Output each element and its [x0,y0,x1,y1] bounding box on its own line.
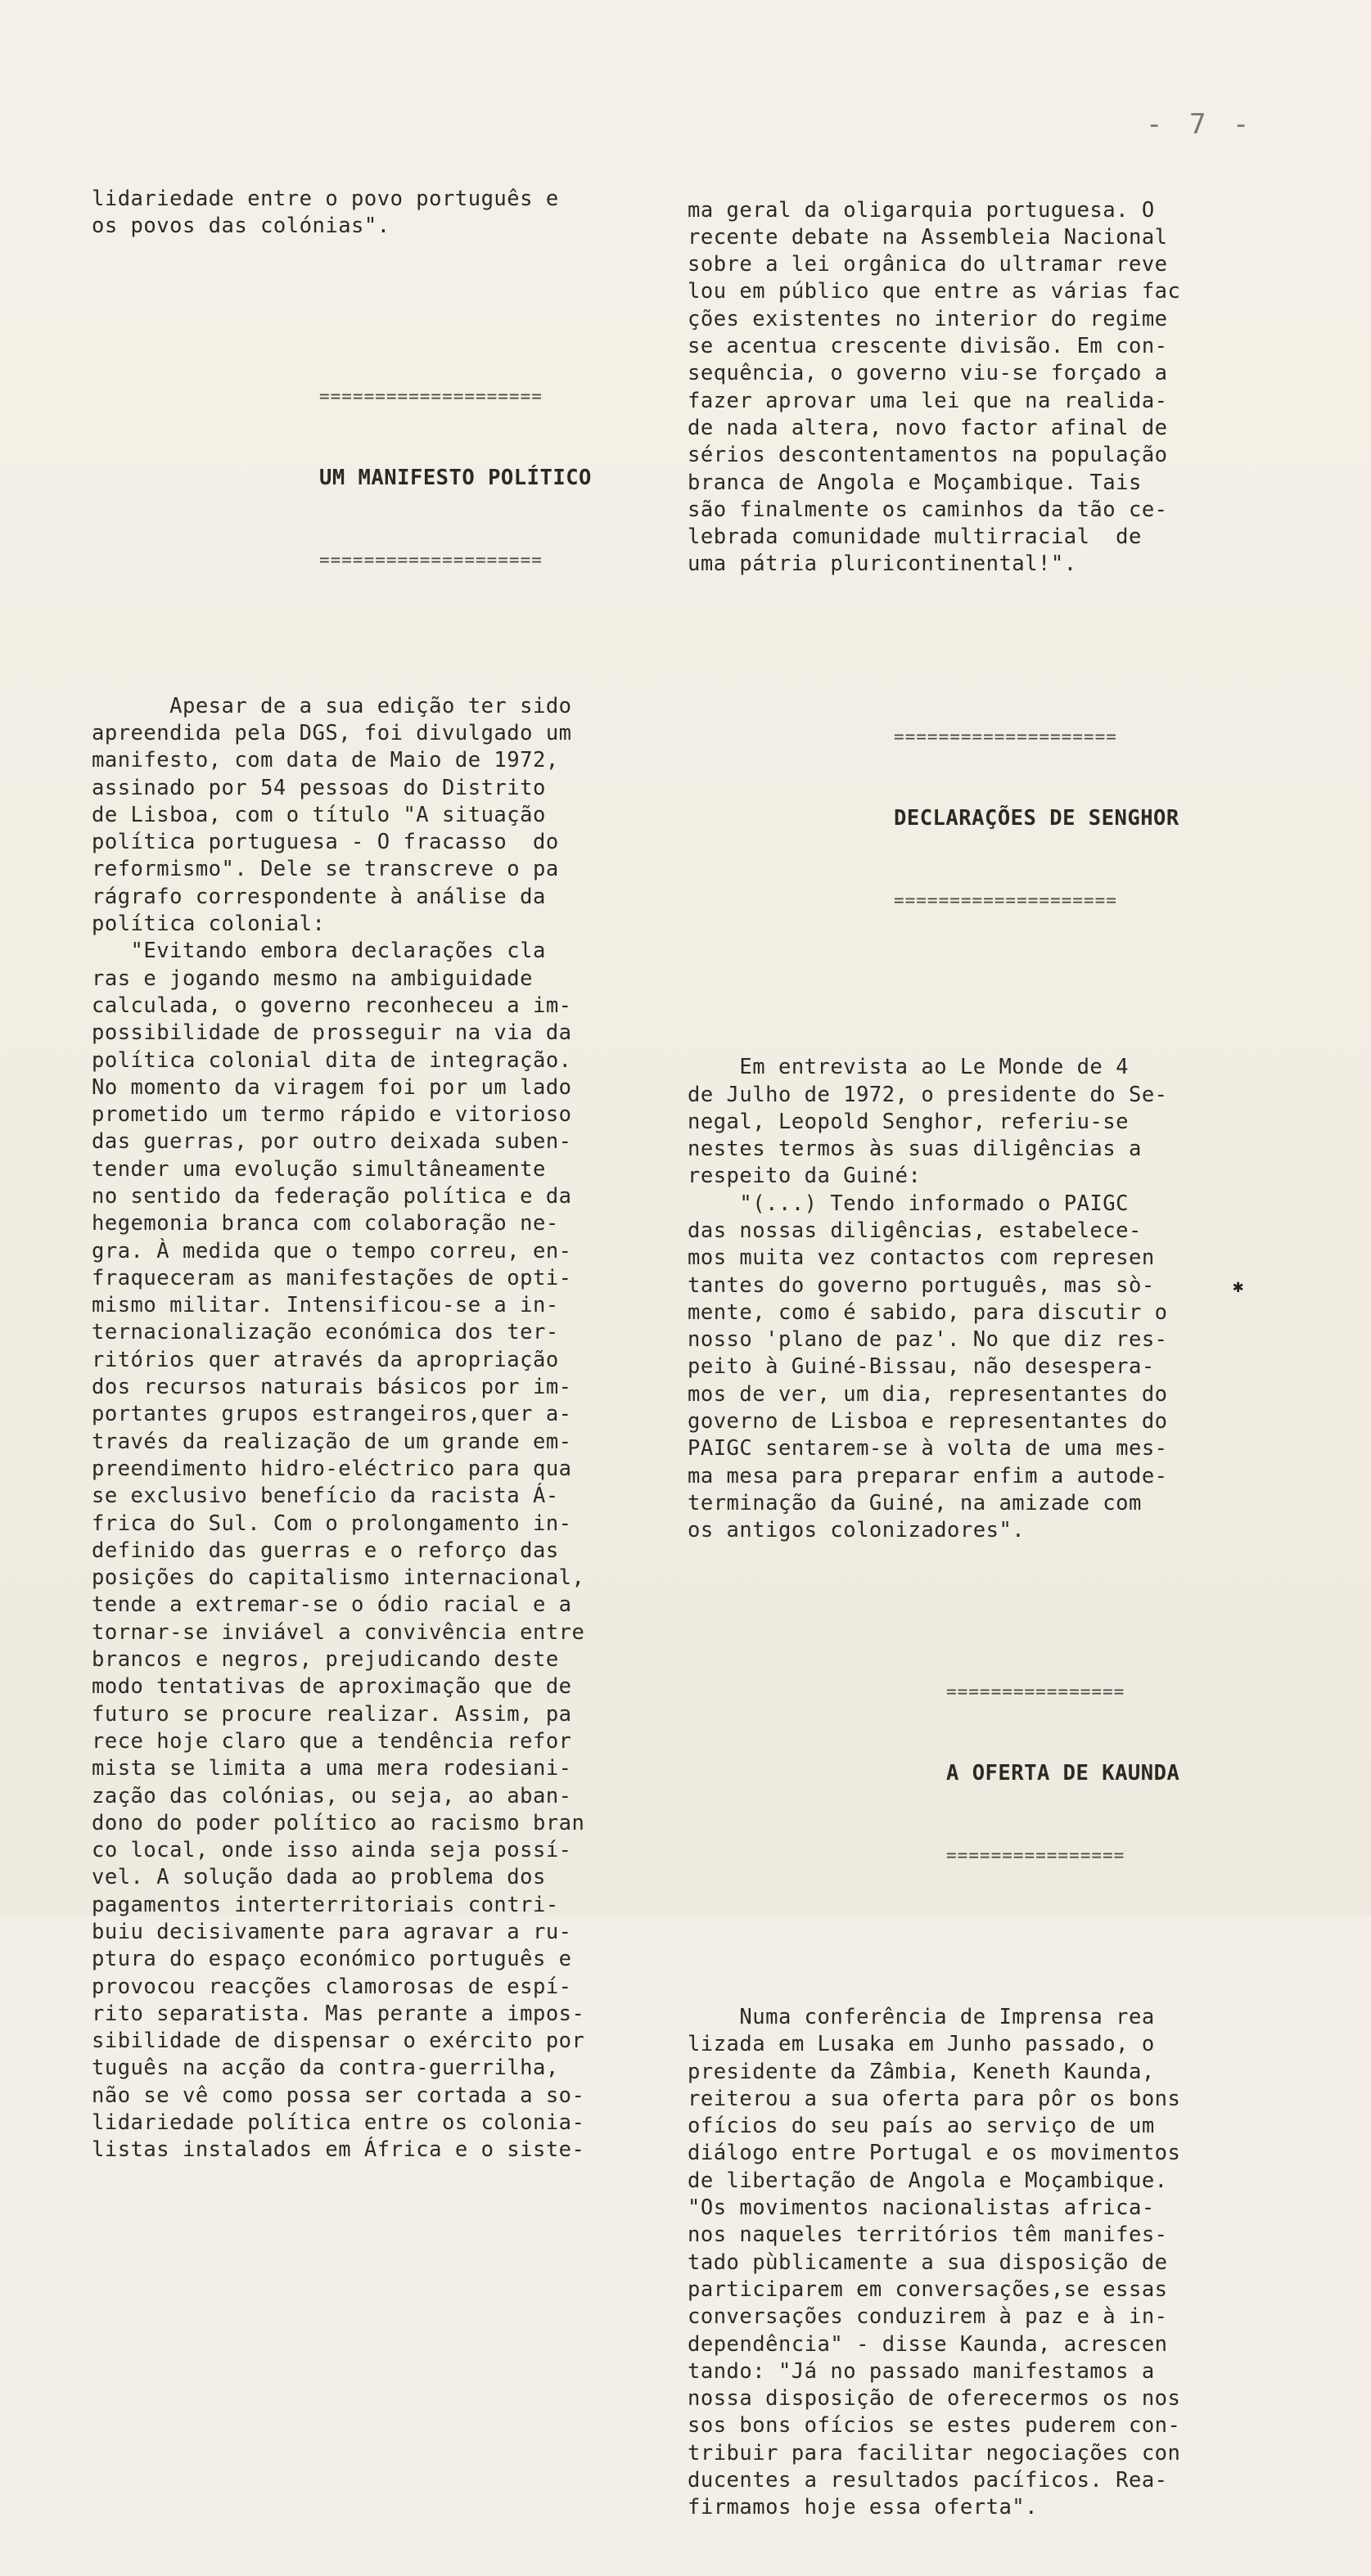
text-line: gra. À medida que o tempo correu, en- [92,1238,572,1263]
text-line: mente, como é sabido, para discutir o [688,1299,1168,1325]
text-line: buiu decisivamente para agravar a ru- [92,1920,572,1944]
text-line: os antigos colonizadores". [688,1518,1026,1543]
text-line: tender uma evolução simultâneamente [92,1156,546,1182]
text-line: dono do poder político ao racismo bran [92,1810,585,1835]
text-line: "Evitando embora declarações cla [92,939,546,964]
text-line: través da realização de um grande em- [92,1429,572,1454]
section2-rule-bottom: ==================== [894,889,1117,910]
text-line: reformismo". Dele se transcreve o pa [92,857,559,882]
text-line: prometido um termo rápido e vitorioso [92,1102,572,1128]
section3-rule-bottom: ================ [946,1844,1125,1865]
text-line: futuro se procure realizar. Assim, pa [92,1701,572,1727]
text-line: de Julho de 1972, o presidente do Se- [688,1082,1168,1107]
text-line: mos de ver, um dia, representantes do [688,1381,1168,1407]
text-line: mismo militar. Intensificou-se a in- [92,1293,559,1318]
left-body [92,693,665,2164]
text-line: tantes do governo português, mas sò- [688,1272,1155,1298]
text-line: sérios descontentamentos na população [688,443,1168,468]
text-line: possibilidade de prosseguir na via da [92,1020,572,1046]
text-line: Apesar de a sua edição ter sido [92,693,572,718]
text-line: das nossas diligências, estabelece- [688,1218,1142,1243]
text-line: tornar-se inviável a convivência entre [92,1619,585,1645]
section3-rule-top: ================ [946,1681,1125,1701]
text-line: "(...) Tendo informado o PAIGC [688,1191,1129,1216]
text-line: se exclusivo benefício da racista Á- [92,1484,559,1509]
text-line: ras e jogando mesmo na ambiguidade [92,966,533,991]
text-line: ções existentes no interior do regime [688,306,1168,331]
text-line: hegemonia branca com colaboração ne- [92,1211,559,1236]
text-line: rito separatista. Mas perante a impos- [92,2001,585,2026]
page-number: - 7 - [1146,108,1255,141]
right-intro [688,197,1261,579]
text-line: são finalmente os caminhos da tão ce- [688,497,1168,522]
text-line: zação das colónias, ou seja, ao aban- [92,1783,572,1808]
text-line: frica do Sul. Com o prolongamento in- [92,1511,572,1536]
text-line: política portuguesa - O fracasso do [92,830,559,855]
section-heading-kaunda: A OFERTA DE KAUNDA [946,1760,1180,1786]
text-line: Em entrevista ao Le Monde de 4 [688,1055,1129,1080]
text-line: nossa disposição de oferecermos os nos [688,2386,1181,2412]
text-line: no sentido da federação política e da [92,1183,572,1209]
text-line: "Os movimentos nacionalistas africa- [688,2195,1155,2221]
text-line: lou em público que entre as várias fac [688,279,1181,304]
left-column [92,131,665,2218]
text-line: ma geral da oligarquia portuguesa. O [688,197,1155,223]
text-line: Numa conferência de Imprensa rea [688,2005,1155,2029]
text-line: presidente da Zâmbia, Keneth Kaunda, [688,2059,1155,2084]
left-intro [92,186,665,241]
text-line: nestes termos às suas diligências a [688,1137,1142,1162]
section2-rule-top: ==================== [894,726,1117,746]
text-line: dependência" - disse Kaunda, acrescen [688,2331,1168,2357]
text-line: reiterou a sua oferta para pôr os bons [688,2086,1181,2111]
text-line: lebrada comunidade multirracial de [688,525,1142,550]
text-line: ptura do espaço económico português e [92,1947,572,1972]
senghor-body [688,1054,1261,1544]
text-line: tando: "Já no passado manifestamos a [688,2358,1155,2384]
text-line: de nada altera, novo factor afinal de [688,415,1168,440]
text-line: calculada, o governo reconheceu a im- [92,993,572,1018]
text-line: de libertação de Angola e Moçambique. [688,2168,1168,2193]
text-line: participarem em conversações,se essas [688,2277,1168,2302]
text-line: apreendida pela DGS, foi divulgado um [92,720,572,745]
text-line: recente debate na Assembleia Nacional [688,224,1168,250]
text-line: sibilidade de dispensar o exército por [92,2029,585,2054]
text-line: ma mesa para preparar enfim a autode- [688,1463,1168,1488]
text-line: sobre a lei orgânica do ultramar reve [688,252,1168,277]
text-line: pagamentos interterritoriais contri- [92,1892,559,1917]
text-line: branca de Angola e Moçambique. Tais [688,470,1142,495]
text-line: assinado por 54 pessoas do Distrito [92,775,546,800]
text-line: peito à Guiné-Bissau, não desespera- [688,1354,1155,1380]
text-line: definido das guerras e o reforço das [92,1538,559,1563]
text-line: governo de Lisboa e representantes do [688,1409,1168,1434]
text-line: listas instalados em África e o siste- [92,2137,585,2163]
text-line: sequência, o governo viu-se forçado a [688,361,1168,386]
section-rule-bottom: ==================== [319,550,543,570]
text-line: preendimento hidro-eléctrico para qua [92,1456,572,1481]
text-line: negal, Leopold Senghor, referiu-se [688,1109,1129,1134]
text-line: tribuir para facilitar negociações con [688,2440,1181,2466]
section-heading-manifesto: UM MANIFESTO POLÍTICO [319,466,592,491]
text-line: PAIGC sentarem-se à volta de uma mes- [688,1436,1168,1461]
text-line: não se vê como possa ser cortada a so- [92,2083,585,2108]
text-line: sos bons ofícios se estes puderem con- [688,2413,1181,2439]
text-line: tende a extremar-se o ódio racial e a [92,1592,572,1618]
text-line: rece hoje claro que a tendência refor [92,1728,572,1754]
text-line: nos naqueles territórios têm manifes- [688,2222,1168,2248]
text-line: nosso 'plano de paz'. No que diz res- [688,1327,1168,1353]
text-line: firmamos hoje essa oferta". [688,2495,1039,2520]
text-line: No momento da viragem foi por um lado [92,1074,572,1100]
section-rule-top: ==================== [319,386,543,407]
text-line: vel. A solução dada ao problema dos [92,1865,546,1890]
section-heading-senghor: DECLARAÇÕES DE SENGHOR [894,805,1179,831]
text-line: conversações conduzirem à paz e à in- [688,2304,1168,2330]
text-line: mos muita vez contactos com represen [688,1245,1155,1271]
text-line: lidariedade política entre os colonia- [92,2110,585,2136]
text-line: ducentes a resultados pacíficos. Rea- [688,2468,1168,2493]
asterisk-mark: ✱ [1233,1277,1244,1297]
text-line: brancos e negros, prejudicando deste [92,1647,559,1673]
text-line: rágrafo correspondente à análise da [92,884,546,909]
text-line: lizada em Lusaka em Junho passado, o [688,2032,1155,2057]
text-line: fraqueceram as manifestações de opti- [92,1265,572,1290]
text-line: ofícios do seu país ao serviço de um [688,2114,1155,2139]
text-line: posições do capitalismo internacional, [92,1565,585,1591]
text-line: portantes grupos estrangeiros,quer a- [92,1402,572,1427]
text-line: das guerras, por outro deixada suben- [92,1129,572,1155]
text-line: de Lisboa, com o título "A situação [92,802,546,827]
text-line: política colonial: [92,912,326,937]
text-line: co local, onde isso ainda seja possí- [92,1838,572,1863]
text-line: se acentua crescente divisão. Em con- [688,334,1168,359]
text-line: ritórios quer através da apropriação [92,1347,559,1372]
right-column [688,142,1261,2576]
text-line: política colonial dita de integração. [92,1047,572,1073]
text-line: terminação da Guiné, na amizade com [688,1490,1142,1515]
text-line: tado pùblicamente a sua disposição de [688,2249,1168,2275]
text-line: provocou reacções clamorosas de espí- [92,1974,572,1999]
text-line: lidariedade entre o povo português e [92,186,559,211]
text-line: uma pátria pluricontinental!". [688,552,1077,577]
text-line: diálogo entre Portugal e os movimentos [688,2141,1181,2166]
text-line: tuguês na acção da contra-guerrilha, [92,2056,559,2081]
text-line: modo tentativas de aproximação que de [92,1674,572,1700]
text-line: mista se limita a uma mera rodesiani- [92,1756,572,1781]
text-line: ternacionalização económica dos ter- [92,1320,559,1345]
text-line: fazer aprovar uma lei que na realida- [688,388,1168,413]
text-line: manifesto, com data de Maio de 1972, [92,748,559,773]
text-line: respeito da Guiné: [688,1164,922,1189]
text-line: os povos das colónias". [92,213,390,238]
text-line: dos recursos naturais básicos por im- [92,1375,572,1400]
kaunda-body [688,2004,1261,2522]
